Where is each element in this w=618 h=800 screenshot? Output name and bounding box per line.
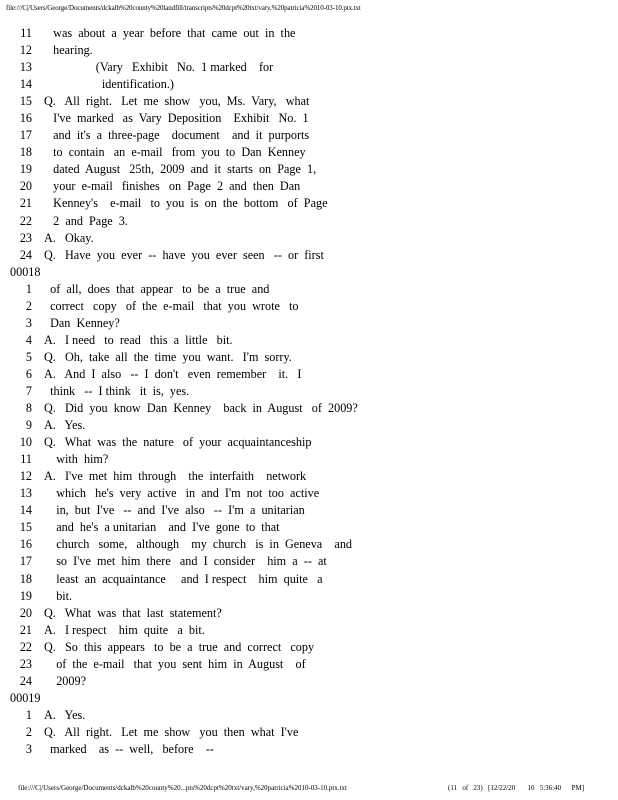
line-text: with him?: [44, 452, 109, 467]
line-number: 22: [19, 213, 32, 228]
line-text: A. Yes.: [44, 418, 86, 433]
line-number: 21: [19, 196, 32, 211]
line-text: to contain an e-mail from you to Dan Kenney: [44, 145, 306, 160]
transcript-line: [10, 434, 610, 451]
transcript-line: [10, 485, 610, 502]
line-number: 15: [19, 94, 32, 109]
line-text: bit.: [44, 588, 73, 603]
footer-page-info: (11 of 23) [12/22/20 10 5:36:40 PM]: [448, 784, 585, 792]
transcript-line: [10, 383, 610, 400]
line-text: of all, does that appear to be a true and: [44, 281, 270, 296]
transcript-line: [10, 451, 610, 468]
line-text: Q. All right. Let me show you then what I've: [44, 724, 299, 739]
line-text: I've marked as Vary Deposition Exhibit No. 1: [44, 111, 309, 126]
transcript-line: [10, 639, 610, 656]
transcript-line: [10, 673, 610, 690]
line-number: 18: [19, 145, 32, 160]
line-text: (Vary Exhibit No. 1 marked for: [44, 60, 274, 75]
line-text: in, but I've -- and I've also -- I'm a unitarian: [44, 503, 305, 518]
line-number: 6: [25, 366, 32, 381]
line-number: 21: [19, 622, 32, 637]
transcript-line: [10, 605, 610, 622]
line-number: 4: [25, 332, 32, 347]
transcript-line: [10, 622, 610, 639]
transcript-line: [10, 230, 610, 247]
transcript-line: [10, 400, 610, 417]
transcript-line: [10, 213, 610, 230]
transcript-line: [10, 195, 610, 212]
line-text: 2 and Page 3.: [44, 213, 128, 228]
transcript-line: [10, 571, 610, 588]
transcript-line: [10, 178, 610, 195]
line-text: Q. What was the nature of your acquaintanceship: [44, 435, 312, 450]
transcript-line: [10, 588, 610, 605]
page-number: 00018: [10, 264, 41, 279]
line-text: identification.): [44, 77, 174, 92]
line-number: 23: [19, 230, 32, 245]
line-number: 13: [19, 60, 32, 75]
line-text: 2009?: [44, 673, 86, 688]
line-text: your e-mail finishes on Page 2 and then Dan: [44, 179, 301, 194]
transcript-line: [10, 724, 610, 741]
line-number: 10: [19, 435, 32, 450]
line-number: 14: [19, 77, 32, 92]
transcript-line: [10, 656, 610, 673]
line-text: think -- I think it is, yes.: [44, 383, 190, 398]
page-marker: [10, 690, 610, 707]
line-number: 15: [19, 520, 32, 535]
line-number: 12: [19, 43, 32, 58]
transcript-body: [10, 25, 610, 758]
transcript-line: [10, 298, 610, 315]
transcript-line: [10, 366, 610, 383]
line-number: 20: [19, 179, 32, 194]
line-number: 9: [25, 418, 32, 433]
transcript-line: [10, 502, 610, 519]
footer-file-path: file:///C|/Users/George/Documents/dckalb%20county%20...pts%20dcpt%20txt/vary,%20patricia%2010-03-10.ptx.txt: [18, 784, 347, 792]
line-number: 1: [25, 281, 32, 296]
transcript-line: [10, 127, 610, 144]
line-text: Q. What was that last statement?: [44, 605, 222, 620]
line-number: 17: [19, 554, 32, 569]
transcript-line: [10, 247, 610, 264]
line-text: was about a year before that came out in the: [44, 26, 296, 40]
line-text: Q. So this appears to be a true and correct copy: [44, 639, 315, 654]
line-text: hearing.: [44, 43, 93, 58]
transcript-line: [10, 519, 610, 536]
line-number: 1: [25, 707, 32, 722]
line-text: A. And I also -- I don't even remember it. I: [44, 366, 302, 381]
line-text: so I've met him there and I consider him a -- at: [44, 554, 327, 569]
line-number: 24: [19, 673, 32, 688]
transcript-line: [10, 315, 610, 332]
line-text: Q. Oh, take all the time you want. I'm sorry.: [44, 349, 292, 364]
line-number: 2: [25, 298, 32, 313]
line-number: 12: [19, 469, 32, 484]
transcript-line: [10, 25, 610, 42]
line-text: Dan Kenney?: [44, 315, 120, 330]
line-text: A. I need to read this a little bit.: [44, 332, 233, 347]
page-number: 00019: [10, 690, 41, 705]
transcript-line: [10, 553, 610, 570]
line-text: which he's very active in and I'm not too active: [44, 486, 320, 501]
transcript-line: [10, 59, 610, 76]
line-number: 3: [25, 741, 32, 756]
transcript-line: [10, 110, 610, 127]
transcript-line: [10, 468, 610, 485]
line-text: least an acquaintance and I respect him quite a: [44, 571, 323, 586]
line-text: A. I respect him quite a bit.: [44, 622, 205, 637]
line-number: 11: [20, 26, 32, 40]
line-text: Q. All right. Let me show you, Ms. Vary, what: [44, 94, 310, 109]
line-text: Kenney's e-mail to you is on the bottom of Page: [44, 196, 328, 211]
line-text: church some, although my church is in Geneva and: [44, 537, 353, 552]
line-text: and it's a three-page document and it purports: [44, 128, 310, 143]
transcript-line: [10, 281, 610, 298]
line-text: marked as -- well, before --: [44, 741, 214, 756]
line-number: 17: [19, 128, 32, 143]
line-text: A. Yes.: [44, 707, 86, 722]
transcript-line: [10, 161, 610, 178]
line-text: and he's a unitarian and I've gone to that: [44, 520, 280, 535]
line-number: 22: [19, 639, 32, 654]
transcript-line: [10, 93, 610, 110]
transcript-line: [10, 707, 610, 724]
line-number: 16: [19, 111, 32, 126]
transcript-line: [10, 76, 610, 93]
transcript-line: [10, 349, 610, 366]
line-text: dated August 25th, 2009 and it starts on Page 1,: [44, 162, 317, 177]
line-number: 19: [19, 162, 32, 177]
line-number: 2: [25, 724, 32, 739]
line-number: 20: [19, 605, 32, 620]
transcript-line: [10, 332, 610, 349]
header-file-path: file:///C|/Users/George/Documents/dckalb%20county%20landfill/transcripts%20dcpt%20txt/vary,%20patricia%2010-03-10.ptx.txt: [6, 4, 361, 12]
transcript-line: [10, 741, 610, 758]
line-text: Q. Have you ever -- have you ever seen -- or first: [44, 247, 324, 262]
transcript-line: [10, 144, 610, 161]
line-number: 11: [20, 452, 32, 467]
line-number: 3: [25, 315, 32, 330]
line-number: 8: [25, 401, 32, 416]
transcript-line: [10, 536, 610, 553]
line-number: 5: [25, 349, 32, 364]
line-number: 13: [19, 486, 32, 501]
line-text: A. Okay.: [44, 230, 94, 245]
transcript-line: [10, 42, 610, 59]
line-number: 14: [19, 503, 32, 518]
line-text: correct copy of the e-mail that you wrote to: [44, 298, 299, 313]
line-number: 24: [19, 247, 32, 262]
line-number: 19: [19, 588, 32, 603]
line-text: Q. Did you know Dan Kenney back in August of 2009?: [44, 401, 358, 416]
line-text: of the e-mail that you sent him in August of: [44, 656, 306, 671]
line-number: 23: [19, 656, 32, 671]
transcript-line: [10, 417, 610, 434]
line-number: 18: [19, 571, 32, 586]
page-marker: [10, 264, 610, 281]
line-number: 16: [19, 537, 32, 552]
line-number: 7: [25, 383, 32, 398]
line-text: A. I've met him through the interfaith network: [44, 469, 307, 484]
